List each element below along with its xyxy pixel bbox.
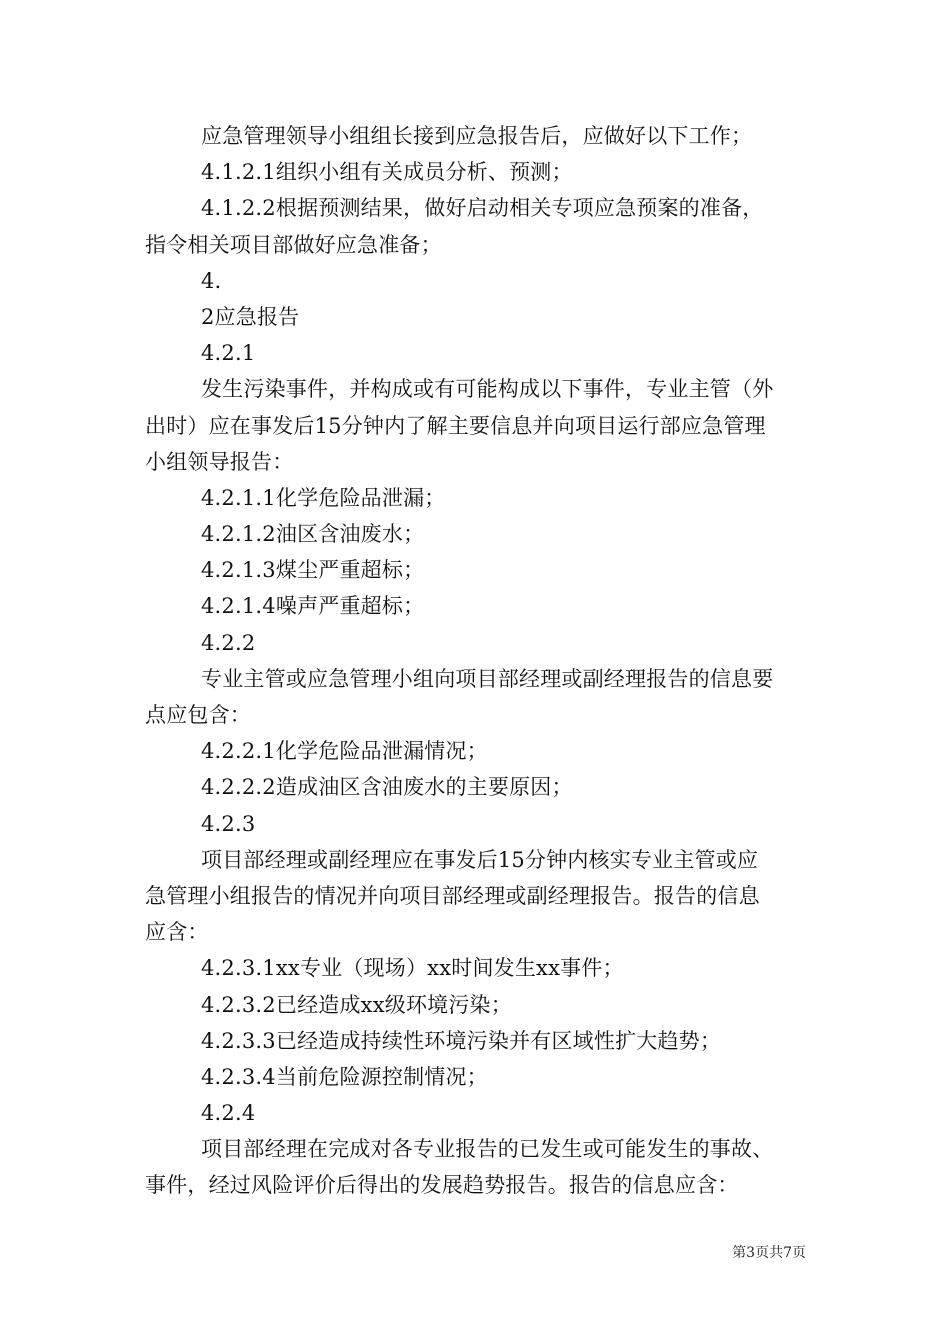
list-item: 4.2.2.2造成油区含油废水的主要原因； xyxy=(201,775,573,800)
paragraph-line: 急管理小组报告的情况并向项目部经理或副经理报告。报告的信息 xyxy=(145,883,760,908)
list-item: 4.2.3.4当前危险源控制情况； xyxy=(201,1064,488,1089)
paragraph-line: 点应包含： xyxy=(145,703,251,727)
list-item: 4.2.3.3已经造成持续性环境污染并有区域性扩大趋势； xyxy=(201,1028,722,1053)
section-number: 4.2.3 xyxy=(201,811,256,836)
paragraph-line: 事件，经过风险评价后得出的发展趋势报告。报告的信息应含： xyxy=(145,1173,739,1198)
paragraph-line: 发生污染事件，并构成或有可能构成以下事件，专业主管（外 xyxy=(201,377,774,402)
section-heading: 2应急报告 xyxy=(201,304,300,329)
list-item: 4.2.1.4噪声严重超标； xyxy=(201,594,425,619)
list-item: 4.2.2.1化学危险品泄漏情况； xyxy=(201,739,488,764)
section-number: 4.2.4 xyxy=(201,1101,256,1126)
paragraph-line: 项目部经理在完成对各专业报告的已发生或可能发生的事故、 xyxy=(201,1137,774,1162)
paragraph-line: 4. xyxy=(201,268,222,293)
list-item: 4.2.3.2已经造成xx级环境污染； xyxy=(201,992,512,1017)
paragraph-line: 应含： xyxy=(145,920,209,945)
paragraph-line: 指令相关项目部做好应急准备； xyxy=(145,232,442,257)
section-number: 4.2.2 xyxy=(201,630,256,655)
paragraph-line: 专业主管或应急管理小组向项目部经理或副经理报告的信息要 xyxy=(201,666,774,691)
paragraph-line: 小组领导报告： xyxy=(145,449,294,474)
paragraph-line: 4.1.2.2根据预测结果，做好启动相关专项应急预案的准备， xyxy=(201,196,764,221)
paragraph-line: 4.1.2.1组织小组有关成员分析、预测； xyxy=(201,160,573,185)
section-number: 4.2.1 xyxy=(201,341,256,366)
document-body xyxy=(145,118,810,1204)
page-number-footer: 第3页共7页 xyxy=(732,1245,806,1261)
list-item: 4.2.1.2油区含油废水； xyxy=(201,522,425,547)
paragraph-line: 项目部经理或副经理应在事发后15分钟内核实专业主管或应 xyxy=(201,847,759,872)
paragraph-line: 出时）应在事发后15分钟内了解主要信息并向项目运行部应急管理 xyxy=(145,413,766,438)
list-item: 4.2.1.1化学危险品泄漏； xyxy=(201,485,446,510)
list-item: 4.2.3.1xx专业（现场）xx时间发生xx事件； xyxy=(201,956,624,981)
paragraph-line: 应急管理领导小组组长接到应急报告后，应做好以下工作； xyxy=(201,124,753,148)
list-item: 4.2.1.3煤尘严重超标； xyxy=(201,558,425,583)
